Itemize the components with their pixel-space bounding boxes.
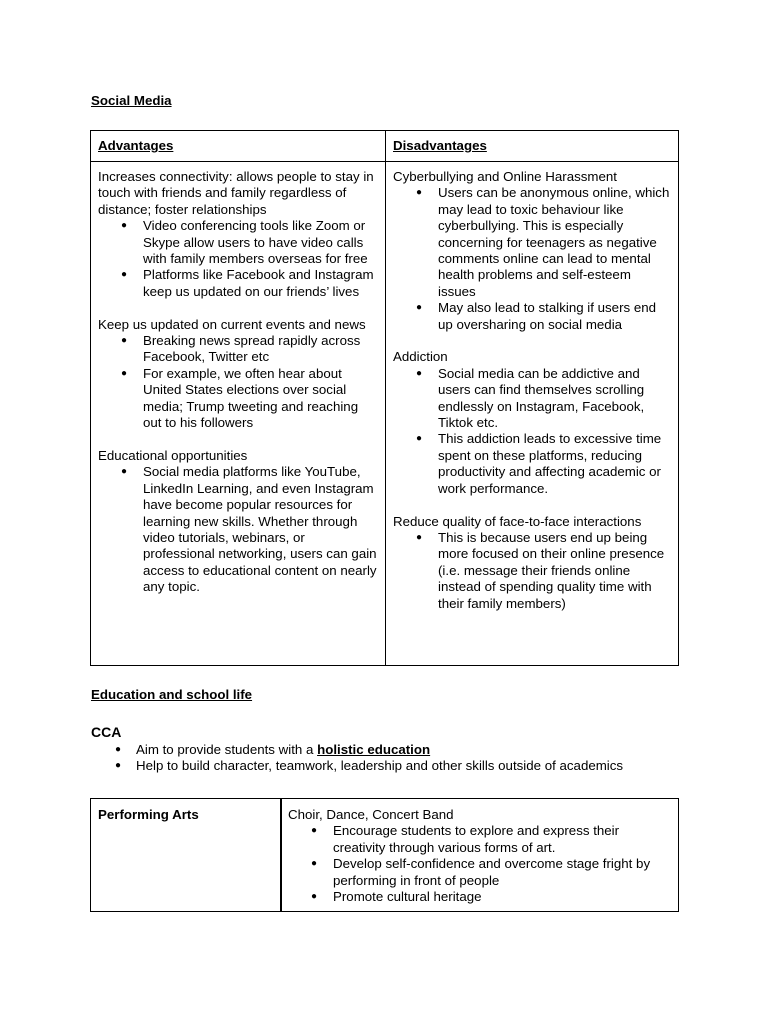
performing-arts-content-cell: [281, 799, 679, 912]
advantage-group: [98, 448, 379, 596]
list-item: ● Aim to provide students with a holistic education: [136, 742, 768, 758]
group-intro: Keep us updated on current events and news: [98, 316, 366, 332]
list-item: ● Breaking news spread rapidly across Facebook, Twitter etc: [143, 333, 379, 366]
disadvantages-header-cell: [386, 131, 679, 162]
list-item: ● Help to build character, teamwork, leadership and other skills outside of academics: [136, 758, 768, 774]
group-intro: Cyberbullying and Online Harassment: [393, 169, 617, 184]
advantage-group: [98, 169, 379, 300]
list-item: ● For example, we often hear about United States elections over social media; Trump tweeting and reaching out to his followers: [143, 366, 379, 432]
disadvantage-group: [393, 514, 672, 612]
cca-list: [91, 742, 768, 775]
social-media-table: [90, 130, 679, 666]
list-item: ● Develop self-confidence and overcome stage fright by performing in front of people: [333, 856, 672, 889]
table-body-row: [91, 162, 679, 666]
list-item: ● Users can be anonymous online, which may lead to toxic behaviour like cyberbullying. This is especially concerning for teenagers as negative comments online can lead to mental health problems and self-esteem issues: [438, 185, 672, 300]
advantages-cell: [91, 162, 386, 666]
group-intro: Choir, Dance, Concert Band: [288, 807, 454, 822]
list-item: ● May also lead to stalking if users end up oversharing on social media: [438, 300, 672, 333]
table-header-row: [91, 131, 679, 162]
disadvantages-cell: [386, 162, 679, 666]
advantages-header-cell: [91, 131, 386, 162]
group-intro: Educational opportunities: [98, 447, 248, 463]
list-item: ● Promote cultural heritage: [333, 889, 672, 905]
list-item: ● Encourage students to explore and express their creativity through various forms of art.: [333, 823, 672, 856]
list-item: ● Platforms like Facebook and Instagram keep us updated on our friends’ lives: [143, 267, 379, 300]
holistic-education-highlight: holistic education: [317, 742, 431, 757]
performing-arts-table: [90, 798, 679, 912]
list-item: ● Social media platforms like YouTube, LinkedIn Learning, and even Instagram have become popular resources for learning new skills. Whether through video tutorials, webinars, or professional networking, users can gain access to educational content on nearly any topic.: [143, 464, 379, 595]
list-item: ● Video conferencing tools like Zoom or Skype allow users to have video calls with family members overseas for free: [143, 218, 379, 267]
cca-title: CCA: [91, 724, 122, 740]
group-intro: Increases connectivity: allows people to stay in touch with friends and family regardless of distance; foster relationships: [98, 169, 374, 217]
list-item: ● This is because users end up being more focused on their online presence (i.e. message their friends online instead of spending quality time with their family members): [438, 530, 672, 612]
list-item: ● This addiction leads to excessive time spent on these platforms, reducing productivity and affecting academic or work performance.: [438, 431, 672, 497]
performing-arts-label: Performing Arts: [98, 807, 199, 822]
table-row: [91, 799, 679, 912]
social-media-heading: Social Media: [91, 93, 172, 108]
disadvantage-group: [393, 349, 672, 497]
list-item: ● Social media can be addictive and users can find themselves scrolling endlessly on Instagram, Facebook, Tiktok etc.: [438, 366, 672, 432]
disadvantage-group: [393, 169, 672, 333]
advantages-header: Advantages: [98, 138, 174, 153]
performing-arts-label-cell: [91, 799, 282, 912]
education-heading: Education and school life: [91, 687, 253, 702]
disadvantages-header: Disadvantages: [393, 138, 487, 153]
advantage-group: [98, 317, 379, 432]
group-intro: Addiction: [393, 349, 448, 365]
group-intro: Reduce quality of face-to-face interactions: [393, 513, 642, 529]
